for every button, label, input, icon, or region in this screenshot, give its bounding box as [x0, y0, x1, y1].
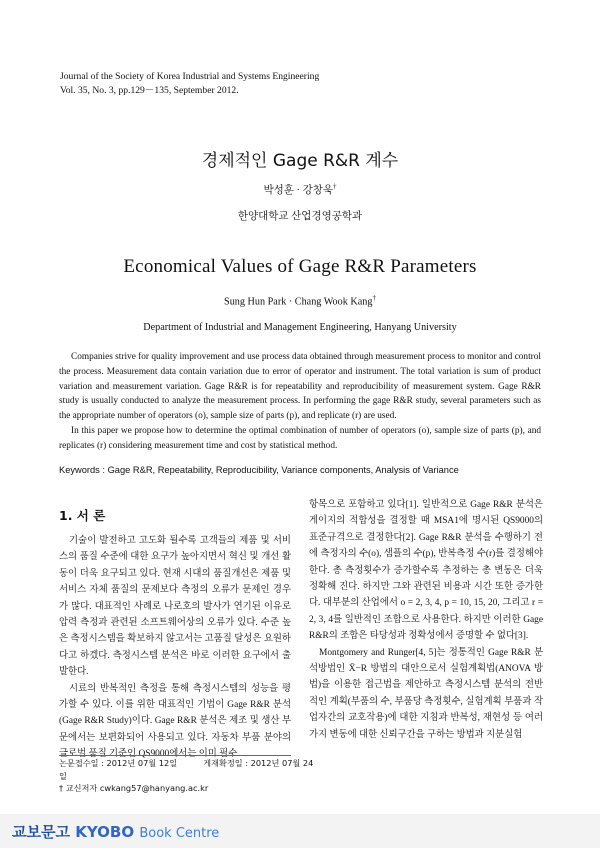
authors-korean: [0, 182, 600, 197]
body-paragraph: Montgomery and Runger[4, 5]는 정통적인 Gage R&R 분석방법인 X̄−R 방법의 대안으로서 실험계획법(ANOVA 방법)을 이용한 접근법을 제안하고 측정시스템 분석의 전반적인 계획(부품의 수, 부품당 측정횟수, 실험계획 부품과 작업자간의 교호작용)에 대한 지침과 반복성, 재현성 등 여러 가지 변동에 대한 신뢰구간을 구하는 방법과 지분실험: [309, 647, 543, 740]
received-date: 논문접수일 : 2012년 07월 12일: [59, 758, 178, 768]
journal-name: Journal of the Society of Korea Industrial and Systems Engineering: [60, 71, 320, 82]
logo-korean: 교보문고: [12, 823, 70, 841]
corresponding-mark-en: †: [372, 294, 376, 302]
body-column-right: [309, 497, 543, 743]
section-heading-introduction: 1. 서 론: [59, 508, 106, 523]
body-column-left: [59, 533, 291, 763]
abstract-paragraph-1: Companies strive for quality improvement and use process data obtained through measurement process to monitor and control the process. Measurement data contain variation due to error of operator and instrument. The total variation is sum of product variation and measurement variation. Gage R&R is for repeatability and reproducibility of measurement system. Gage R&R study is usually conducted to analyze the measurement process. In performing the gage R&R study, several parameters such as the appropriate number of operators (o), sample size of parts (p), and replicate (r) are used.: [59, 352, 541, 422]
keywords-label: Keywords: [59, 465, 100, 475]
footnotes: [59, 757, 319, 795]
publisher-logo: [12, 821, 219, 842]
abstract: [59, 350, 541, 454]
body-paragraph: 시료의 반복적인 측정을 통해 측정시스템의 성능을 평가할 수 있다. 이를 위한 대표적인 기법이 Gage R&R 분석(Gage R&R Study)이다. Gage R&R 분석은 제조 및 생산 부문에서는 보편화되어 사용되고 있다. 자동차 부품 분야의 글로벌 품질 기준인 QS9000에서는 이미 필수: [59, 683, 291, 760]
authors-korean-names: 박성훈 · 강창욱: [263, 185, 334, 196]
corresponding-mark: †: [333, 182, 337, 191]
abstract-paragraph-2: In this paper we propose how to determine the optimal combination of number of operators (o), sample size of parts (p), and replicates (r) considering measurement time and cost by statistical method.: [59, 425, 541, 451]
journal-volume: Vol. 35, No. 3, pp.129－135, September 2012.: [60, 85, 239, 96]
footnote-dates: [59, 757, 319, 782]
affiliation-english: Department of Industrial and Management Engineering, Hanyang University: [143, 322, 457, 333]
body-paragraph: 항목으로 포함하고 있다[1]. 일반적으로 Gage R&R 분석은 게이지의 적합성을 결정할 때 MSA1에 명시된 QS9000의 표준규격으로 결정한다[2]. Gage R&R 분석을 수행하기 전에 측정자의 수(o), 샘플의 수(p), 반복측정 수(r)를 결정해야 한다. 총 측정횟수가 증가할수록 추정하는 총 변동은 더욱 정확해 진다. 하지만 그와 관련된 비용과 시간 또한 증가한다. 대부분의 산업에서 o = 2, 3, 4, p = 10, 15, 20, 그리고 r = 2, 3, 4를 일반적인 조합으로 사용한다. 하지만 이러한 Gage R&R의 조합은 타당성과 정확성에서 증명할 수 없다[3].: [309, 500, 543, 642]
affiliation-korean: 한양대학교 산업경영공학과: [237, 211, 363, 222]
body-paragraph: 기술이 발전하고 고도화 될수록 고객들의 제품 및 서비스의 품질 수준에 대한 요구가 높아지면서 혁신 및 개선 활동이 더욱 요구되고 있다. 현재 시대의 품질개선은 제품 및 서비스 자체 품질의 문제보다 측정의 오류가 문제인 경우가 많다. 대표적인 사례로 나로호의 발사가 연기된 이유로 압력 측정과 관련된 소프트웨어상의 오류가 있다. 수준 높은 측정시스템을 확보하지 않고서는 고품질 달성은 요원하다고 하겠다. 측정시스템 분석은 바로 이러한 요구에서 출발한다.: [59, 536, 291, 678]
footnote-corresponding: † 교신저자 cwkang57@hanyang.ac.kr: [59, 783, 209, 793]
journal-header: [60, 70, 460, 98]
keywords-text: : Gage R&R, Repeatability, Reproducibility, Variance components, Analysis of Variance: [99, 465, 459, 475]
title-korean: 경제적인 Gage R&R 계수: [201, 151, 399, 171]
authors-english: [0, 294, 600, 307]
title-english: Economical Values of Gage R&R Parameters: [123, 256, 477, 277]
keywords: [59, 465, 541, 475]
logo-kyobo: KYOBO: [75, 823, 135, 841]
logo-book-centre: Book Centre: [139, 826, 220, 841]
accepted-date: 게재확정일 : 2012년 07월 24일: [59, 758, 314, 781]
authors-english-names: Sung Hun Park · Chang Wook Kang: [224, 296, 373, 308]
footnote-divider: [59, 755, 291, 756]
